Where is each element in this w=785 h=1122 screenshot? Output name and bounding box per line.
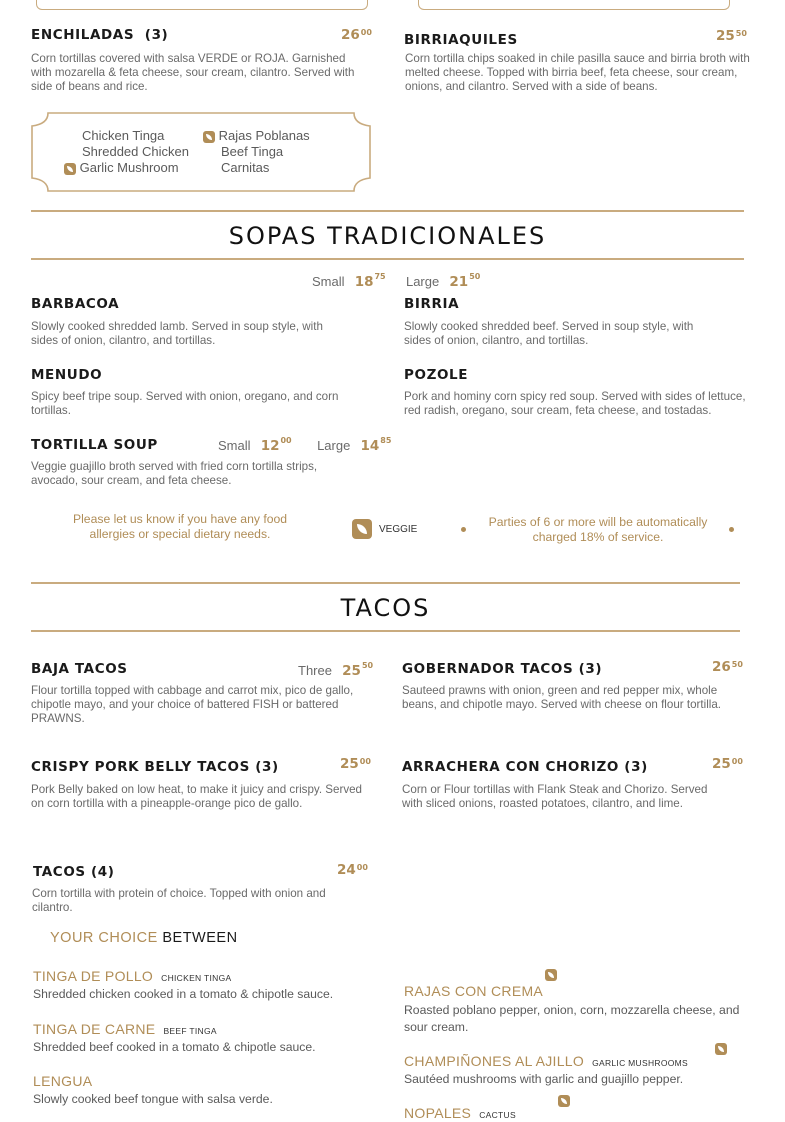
arrachera-price: $25^{00}$ — [712, 756, 743, 772]
filling-item: Chicken Tinga — [82, 128, 165, 143]
party-bullet-right — [729, 527, 734, 532]
tacos-4-desc: Corn tortilla with protein of choice. Topped with onion and cilantro. — [32, 887, 326, 915]
barbacoa-desc: Slowly cooked shredded lamb. Served in soup style, with sides of onion, cilantro, and tortillas. — [31, 320, 323, 348]
arrachera-title: ARRACHERA CON CHORIZO (3) — [402, 759, 648, 775]
tacos-rule-top — [31, 582, 740, 584]
tortilla-soup-desc: Veggie guajillo broth served with fried corn tortilla strips, avocado, sour cream, and feta cheese. — [31, 460, 318, 488]
veggie-leaf-icon — [558, 1095, 570, 1107]
choice-lengua: LENGUA Slowly cooked beef tongue with salsa verde. — [33, 1073, 273, 1106]
veggie-leaf-icon — [64, 163, 76, 175]
choice-tinga-pollo: TINGA DE POLLO CHICKEN TINGA Shredded chicken cooked in a tomato & chipotle sauce. — [33, 968, 334, 1001]
party-bullet-left — [461, 527, 466, 532]
tacos-4-title: TACOS (4) — [33, 864, 115, 880]
veggie-legend: VEGGIE — [352, 519, 417, 539]
sopas-sizes: Small $18^{75}$ Large $21^{50}$ — [312, 272, 481, 290]
choice-nopales: NOPALES CACTUS — [404, 1105, 516, 1121]
gobernador-tacos-desc: Sauteed prawns with onion, green and red pepper mix, whole beans, and chipotle mayo. Served with cheese on flour tortilla. — [402, 684, 722, 712]
baja-tacos-desc: Flour tortilla topped with cabbage and carrot mix, pico de gallo, chipotle mayo, and your choice of battered FISH or battered PRAWNS. — [31, 684, 354, 726]
choice-rajas: RAJAS CON CREMA Roasted poblano pepper, onion, corn, mozzarella cheese, and sour cream. — [404, 983, 740, 1034]
enchiladas-title: ENCHILADAS (3) — [31, 27, 169, 43]
party-notice: Parties of 6 or more will be automatically charged 18% of service. — [488, 515, 708, 544]
veggie-leaf-icon — [352, 519, 372, 539]
menudo-title: MENUDO — [31, 367, 103, 383]
baja-tacos-price: Three $25^{50}$ — [298, 661, 374, 679]
birria-desc: Slowly cooked shredded beef. Served in soup style, with sides of onion, cilantro, and tortillas. — [404, 320, 694, 348]
filling-item: Carnitas — [221, 160, 270, 175]
birriaquiles-price: $25^{50}$ — [716, 28, 747, 44]
tacos-4-price: $24^{00}$ — [337, 862, 368, 878]
filling-item: Rajas Poblanas — [203, 128, 310, 144]
veggie-leaf-icon — [203, 131, 215, 143]
enchiladas-price: $26^{00}$ — [341, 27, 372, 43]
tortilla-soup-prices: Small $12^{00}$ Large $14^{85}$ — [218, 436, 392, 454]
barbacoa-title: BARBACOA — [31, 296, 120, 312]
arrachera-desc: Corn or Flour tortillas with Flank Steak and Chorizo. Served with sliced onions, roasted potatoes, cilantro, and lime. — [402, 783, 708, 811]
top-frame-left — [36, 0, 368, 10]
birriaquiles-title: BIRRIAQUILES — [404, 32, 518, 48]
gobernador-tacos-price: $26^{50}$ — [712, 659, 743, 675]
tacos-rule-bottom — [31, 630, 740, 632]
sopas-title: SOPAS TRADICIONALES — [228, 222, 547, 250]
veggie-leaf-icon — [715, 1043, 727, 1055]
tortilla-soup-title: TORTILLA SOUP — [31, 437, 158, 453]
choice-tinga-carne: TINGA DE CARNE BEEF TINGA Shredded beef cooked in a tomato & chipotle sauce. — [33, 1021, 316, 1054]
sopas-rule-top — [31, 210, 744, 212]
sopas-rule-bottom — [31, 258, 744, 260]
top-frame-right — [418, 0, 730, 10]
gobernador-tacos-title: GOBERNADOR TACOS (3) — [402, 661, 603, 677]
pork-belly-tacos-desc: Pork Belly baked on low heat, to make it juicy and crispy. Served on corn tortilla with a pineapple-orange pico de gallo. — [31, 783, 363, 811]
allergy-notice: Please let us know if you have any food allergies or special dietary needs. — [72, 512, 288, 541]
birriaquiles-desc: Corn tortilla chips soaked in chile pasilla sauce and birria broth with melted cheese. Topped with birria beef, feta cheese, sour cream, onions, and cilantro. Served with a side of beans. — [405, 52, 750, 94]
fillings-right-list — [203, 128, 310, 176]
enchiladas-desc: Corn tortillas covered with salsa VERDE or ROJA. Garnished with mozarella & feta cheese, sour cream, cilantro. Served with side of beans and rice. — [31, 52, 355, 94]
choice-heading: YOUR CHOICE BETWEEN — [50, 930, 238, 946]
fillings-left-list — [64, 128, 189, 176]
birria-title: BIRRIA — [404, 296, 460, 312]
pork-belly-tacos-price: $25^{00}$ — [340, 756, 371, 772]
tacos-title: TACOS — [340, 594, 431, 622]
filling-item: Shredded Chicken — [82, 144, 189, 159]
pozole-title: POZOLE — [404, 367, 469, 383]
choice-champinones: CHAMPIÑONES AL AJILLO GARLIC MUSHROOMS Sautéed mushrooms with garlic and guajillo pepper. — [404, 1053, 689, 1086]
menudo-desc: Spicy beef tripe soup. Served with onion, oregano, and corn tortillas. — [31, 390, 339, 418]
pozole-desc: Pork and hominy corn spicy red soup. Served with sides of lettuce, red radish, oregano, sour cream, feta cheese, and tostadas. — [404, 390, 746, 418]
baja-tacos-title: BAJA TACOS — [31, 661, 128, 677]
veggie-leaf-icon — [545, 969, 557, 981]
filling-item: Beef Tinga — [221, 144, 284, 159]
pork-belly-tacos-title: CRISPY PORK BELLY TACOS (3) — [31, 759, 279, 775]
filling-item: Garlic Mushroom — [64, 160, 189, 176]
